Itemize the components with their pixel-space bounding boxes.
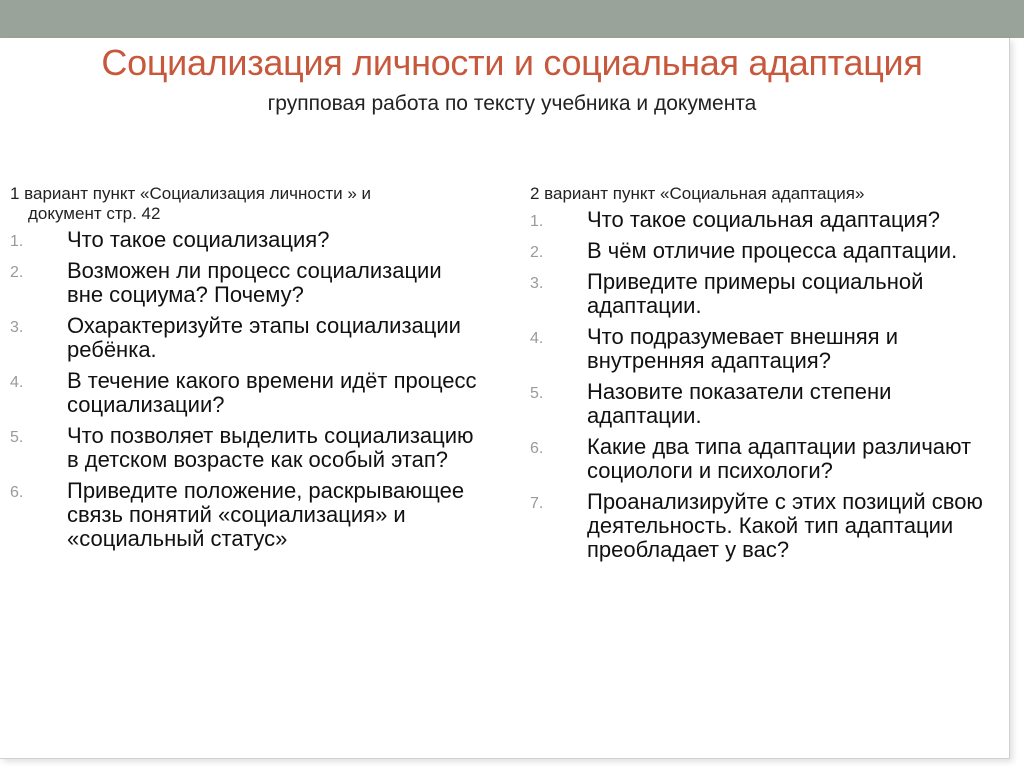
list-item (530, 490, 1000, 562)
item-text: Приведите положение, раскрывающее связь понятий «социализация» и «социальный статус» (67, 478, 465, 551)
list-item (10, 314, 480, 362)
item-text: Что такое социализация? (67, 227, 330, 252)
item-text: Что такое социальная адаптация? (587, 207, 940, 232)
list-item (10, 259, 480, 307)
item-number: 1. (530, 213, 544, 230)
item-number: 3. (10, 319, 24, 336)
item-number: 7. (530, 495, 544, 512)
list-item (10, 369, 480, 417)
item-text: Что подразумевает внешняя и внутренняя адаптация? (587, 324, 898, 373)
item-number: 2. (530, 244, 544, 261)
item-text: Проанализируйте с этих позиций свою деятельность. Какой тип адаптации преобладает у вас? (587, 489, 983, 562)
item-number: 1. (10, 233, 24, 250)
list-item (10, 424, 480, 472)
list-item (530, 208, 1000, 232)
right-question-list (530, 208, 1000, 562)
list-item (10, 479, 480, 551)
top-bar (0, 0, 1024, 38)
item-text: Возможен ли процесс социализации вне социума? Почему? (67, 258, 442, 307)
left-heading-line1: 1 вариант пункт «Социализация личности » и (10, 184, 372, 203)
left-column (10, 184, 480, 558)
item-text: Что позволяет выделить социализацию в детском возрасте как особый этап? (67, 423, 474, 472)
list-item (530, 435, 1000, 483)
right-column (530, 184, 1000, 569)
item-text: В чём отличие процесса адаптации. (587, 238, 958, 263)
list-item (530, 270, 1000, 318)
left-column-heading (10, 184, 480, 224)
item-text: Охарактеризуйте этапы социализации ребёнка. (67, 313, 461, 362)
item-number: 5. (530, 385, 544, 402)
list-item (530, 325, 1000, 373)
left-question-list (10, 228, 480, 551)
item-text: В течение какого времени идёт процесс социализации? (67, 368, 477, 417)
item-number: 6. (530, 440, 544, 457)
item-text: Какие два типа адаптации различают социологи и психологи? (587, 434, 972, 483)
slide-title: Социализация личности и социальная адаптация (101, 42, 923, 83)
item-text: Приведите примеры социальной адаптации. (587, 269, 924, 318)
item-number: 5. (10, 429, 24, 446)
item-number: 4. (530, 330, 544, 347)
list-item (530, 239, 1000, 263)
item-number: 4. (10, 374, 24, 391)
list-item (530, 380, 1000, 428)
slide-subtitle: групповая работа по тексту учебника и документа (267, 92, 757, 115)
item-text: Назовите показатели степени адаптации. (587, 379, 892, 428)
item-number: 3. (530, 275, 544, 292)
left-heading-line2: документ стр. 42 (28, 204, 161, 223)
item-number: 2. (10, 264, 24, 281)
right-column-heading: 2 вариант пункт «Социальная адаптация» (530, 184, 865, 203)
item-number: 6. (10, 484, 24, 501)
list-item (10, 228, 480, 252)
